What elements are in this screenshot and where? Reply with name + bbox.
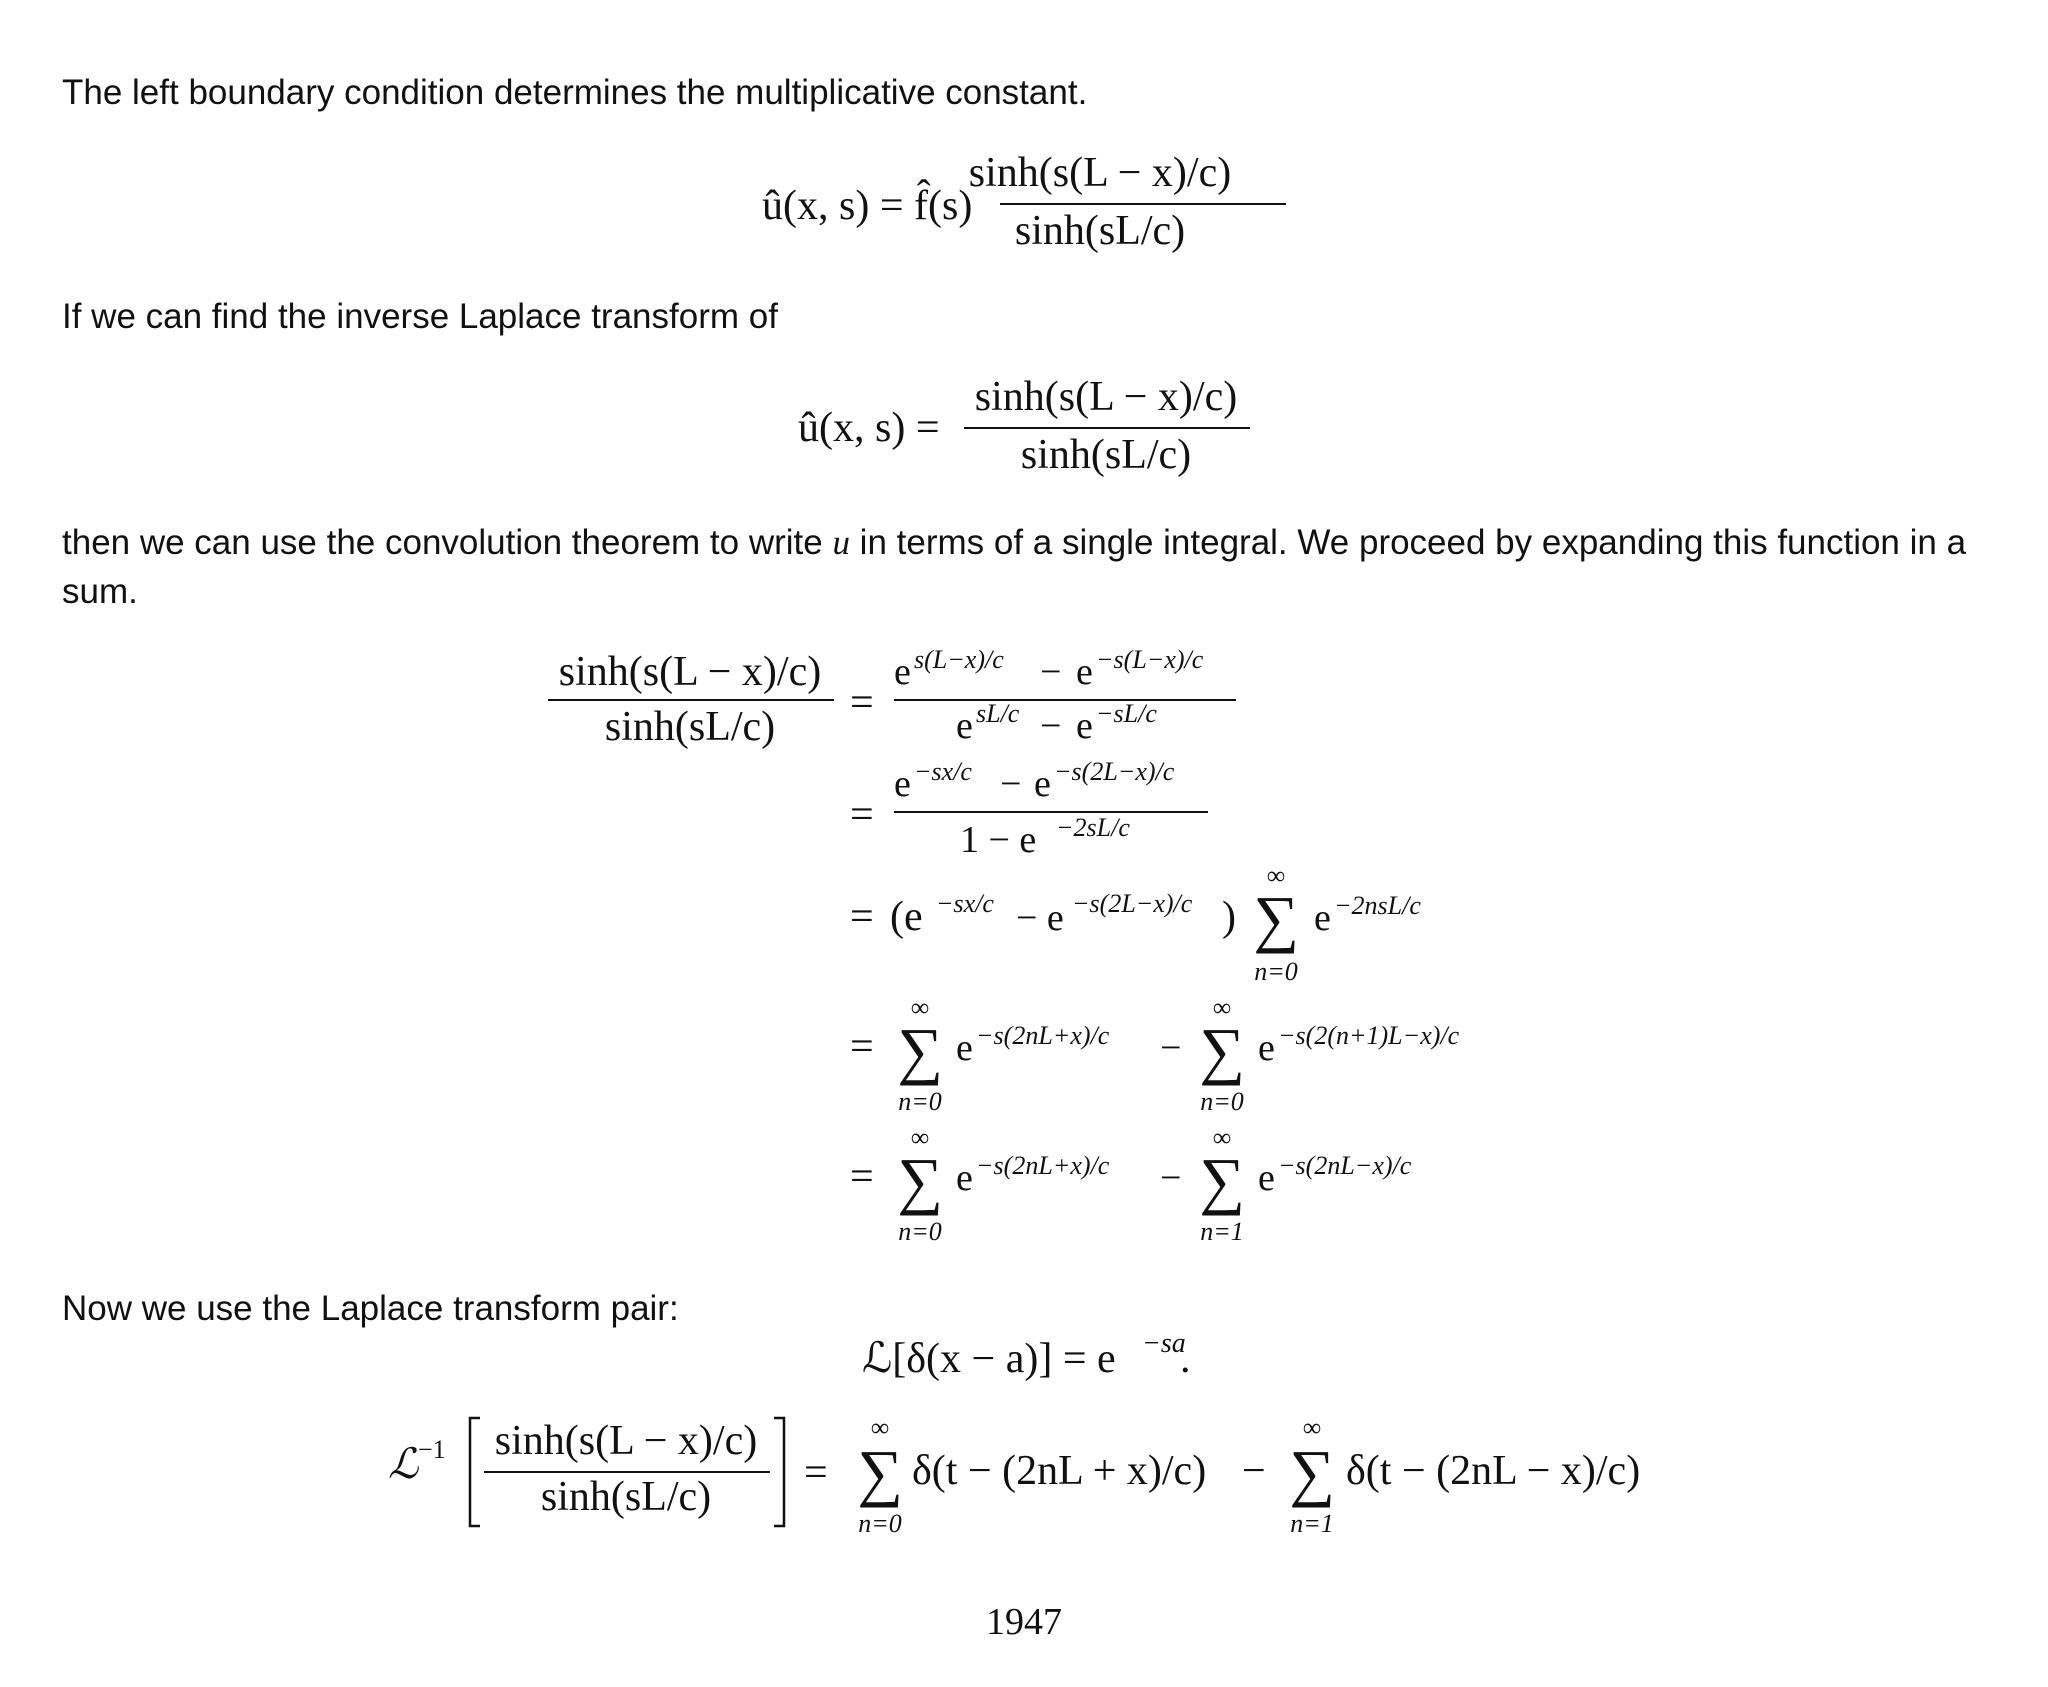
step3-open: (e [890, 894, 923, 940]
inverse-sum1-upper: ∞ [870, 1413, 890, 1442]
step3-sum-lower: n=0 [1254, 957, 1298, 986]
step3-exp-a: −sx/c [936, 889, 994, 918]
inverse-operator: ℒ [388, 1442, 419, 1488]
step4-sum2-upper: ∞ [1212, 993, 1232, 1022]
expansion-lhs-numerator: sinh(s(L − x)/c) [558, 649, 822, 695]
step4-term-b: e [1258, 1027, 1275, 1069]
step5-sum2-upper: ∞ [1212, 1123, 1232, 1152]
step4-sum1-lower: n=0 [898, 1087, 942, 1116]
inverse-sum2-upper: ∞ [1302, 1413, 1322, 1442]
step4-minus: − [1160, 1027, 1182, 1069]
step1-den-a: e [956, 705, 973, 747]
step5-term-a-exp: −s(2nL+x)/c [976, 1151, 1110, 1180]
inverse-sigma2: ∑ [1289, 1437, 1335, 1508]
expansion-lhs-denominator: sinh(sL/c) [604, 704, 776, 750]
step2-num-b: e [1034, 763, 1051, 805]
page-number: 1947 [986, 1601, 1062, 1643]
pair-dot: . [1180, 1336, 1191, 1382]
inverse-equals: = [804, 1450, 828, 1496]
step3-term: e [1314, 897, 1331, 939]
step2-equals: = [850, 792, 874, 838]
step2-den: 1 − e [960, 819, 1037, 861]
step4-equals: = [850, 1024, 874, 1070]
step5-sum2-lower: n=1 [1200, 1217, 1244, 1246]
laplace-pair [862, 1328, 1191, 1382]
eq1-numerator: sinh(s(L − x)/c) [968, 150, 1232, 196]
equation-1 [762, 150, 1286, 254]
step2-num-a: e [894, 763, 911, 805]
eq1-lhs: û(x, s) = f̂(s) [762, 183, 973, 229]
step1-equals: = [850, 680, 874, 726]
paragraph-if-clause: If we can find the inverse Laplace transform of [62, 297, 778, 336]
step1-num-minus: − [1040, 651, 1062, 693]
inverse-minus: − [1242, 1448, 1266, 1494]
inverse-transform [388, 1413, 1640, 1538]
inverse-term-b: δ(t − (2nL − x)/c) [1346, 1448, 1641, 1494]
pair-exp: −sa [1142, 1328, 1186, 1359]
eq1-denominator: sinh(sL/c) [1014, 208, 1186, 254]
step5-minus: − [1160, 1157, 1182, 1199]
step5-term-b: e [1258, 1157, 1275, 1199]
inverse-operator-exp: −1 [418, 1435, 446, 1464]
step2-num-minus: − [1000, 763, 1022, 805]
step1-num-a-exp: s(L−x)/c [914, 645, 1004, 674]
step2-num-a-exp: −sx/c [914, 757, 972, 786]
step4-sum1-upper: ∞ [910, 993, 930, 1022]
step4-sigma2: ∑ [1199, 1015, 1245, 1086]
paragraph-now-clause: Now we use the Laplace transform pair: [62, 1289, 679, 1328]
step3-sum-upper: ∞ [1266, 861, 1286, 890]
step4-sum2-lower: n=0 [1200, 1087, 1244, 1116]
step1-den-minus: − [1040, 705, 1062, 747]
eq2-denominator: sinh(sL/c) [1020, 432, 1192, 478]
pair-lhs: ℒ[δ(x − a)] = e [862, 1336, 1116, 1382]
step1-num-b-exp: −s(L−x)/c [1096, 645, 1204, 674]
paragraph-intro: The left boundary condition determines the multiplicative constant. [62, 73, 1088, 112]
step2-num-b-exp: −s(2L−x)/c [1054, 757, 1175, 786]
step1-num-b: e [1076, 651, 1093, 693]
step1-num-a: e [894, 651, 911, 693]
step4-term-a-exp: −s(2nL+x)/c [976, 1021, 1110, 1050]
expansion-block [548, 645, 1460, 1246]
step5-term-a: e [956, 1157, 973, 1199]
variable-u: u [832, 523, 850, 562]
step3-close: ) [1222, 894, 1236, 940]
step3-term-exp: −2nsL/c [1334, 891, 1421, 920]
step5-sum1-lower: n=0 [898, 1217, 942, 1246]
inverse-sum2-lower: n=1 [1290, 1509, 1334, 1538]
step2-den-exp: −2sL/c [1056, 813, 1130, 842]
inverse-left-bracket [470, 1418, 480, 1526]
step3-exp-b: −s(2L−x)/c [1072, 889, 1193, 918]
equation-2 [798, 374, 1250, 478]
eq2-lhs: û(x, s) = [798, 405, 940, 451]
step3-equals: = [850, 894, 874, 940]
inverse-right-bracket [774, 1418, 784, 1526]
step1-den-a-exp: sL/c [976, 699, 1020, 728]
inverse-sigma1: ∑ [857, 1437, 903, 1508]
step4-term-a: e [956, 1027, 973, 1069]
step5-term-b-exp: −s(2nL−x)/c [1278, 1151, 1412, 1180]
step5-equals: = [850, 1154, 874, 1200]
step5-sigma2: ∑ [1199, 1145, 1245, 1216]
step4-term-b-exp: −s(2(n+1)L−x)/c [1278, 1021, 1460, 1050]
step5-sum1-upper: ∞ [910, 1123, 930, 1152]
step3-minus: − e [1016, 897, 1064, 939]
inverse-denominator: sinh(sL/c) [540, 1474, 712, 1520]
inverse-term-a: δ(t − (2nL + x)/c) [912, 1448, 1207, 1494]
step1-den-b: e [1076, 705, 1093, 747]
step4-sigma1: ∑ [897, 1015, 943, 1086]
paragraph-then-pre: then we can use the convolution theorem to write [62, 523, 833, 562]
inverse-sum1-lower: n=0 [858, 1509, 902, 1538]
step5-sigma1: ∑ [897, 1145, 943, 1216]
step1-den-b-exp: −sL/c [1096, 699, 1157, 728]
step3-sigma: ∑ [1253, 883, 1299, 954]
paragraph-then-post: in terms of a single integral. We proceed by expanding this function in a sum. [62, 523, 1967, 611]
eq2-numerator: sinh(s(L − x)/c) [974, 374, 1238, 420]
inverse-numerator: sinh(s(L − x)/c) [494, 1418, 758, 1464]
